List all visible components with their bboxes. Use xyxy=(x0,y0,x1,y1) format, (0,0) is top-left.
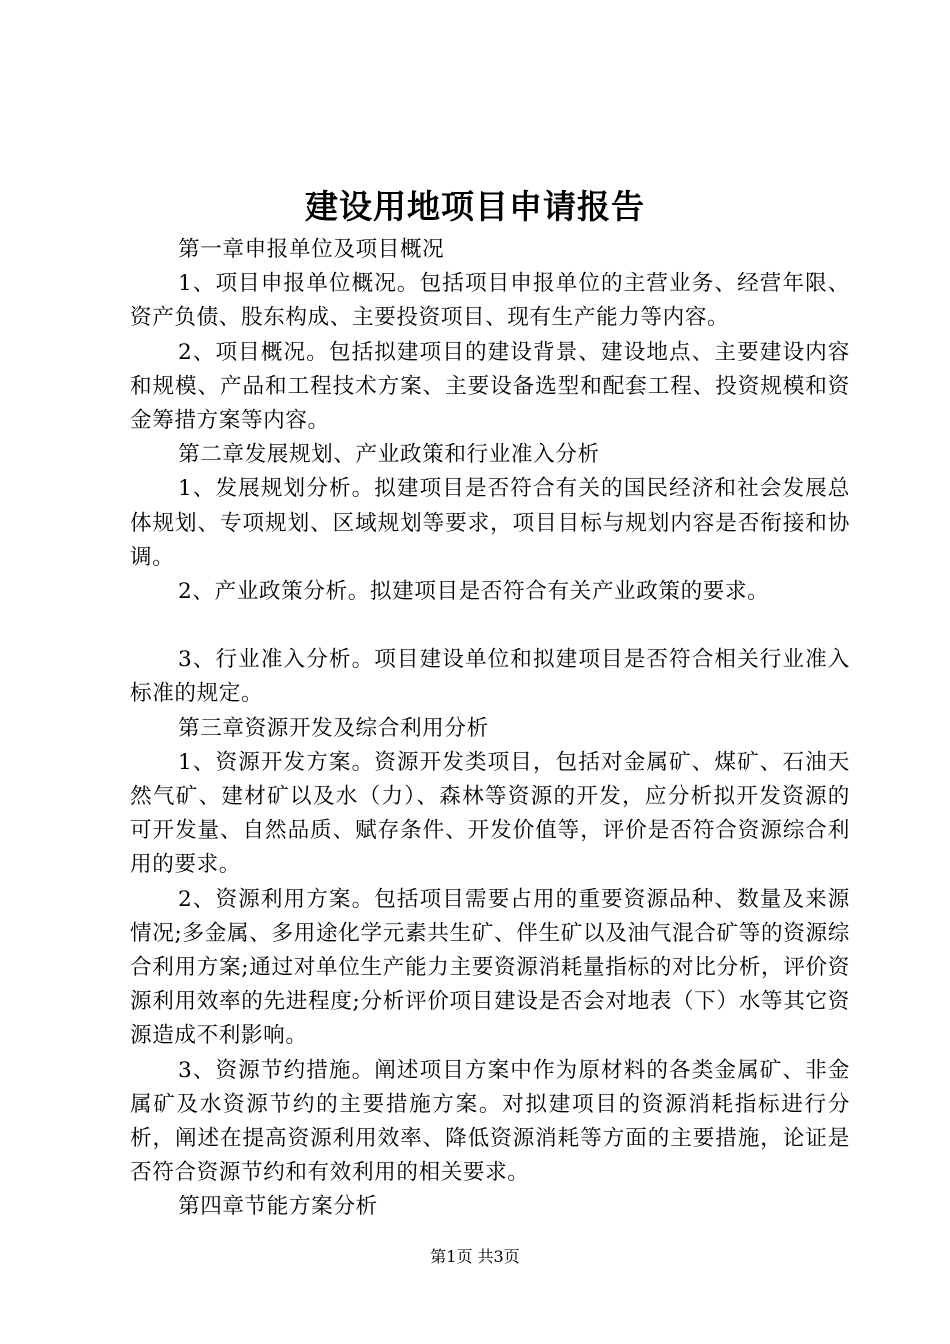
paragraph: 3、资源节约措施。阐述项目方案中作为原材料的各类金属矿、非金属矿及水资源节约的主要措施方案。对拟建项目的资源消耗指标进行分析，阐述在提高资源利用效率、降低资源消耗等方面的主要措施，论证是否符合资源节约和有效利用的相关要求。 xyxy=(130,1057,850,1186)
chapter-heading: 第二章发展规划、产业政策和行业准入分析 xyxy=(178,442,600,468)
paragraph: 1、发展规划分析。拟建项目是否符合有关的国民经济和社会发展总体规划、专项规划、区域规划等要求，项目目标与规划内容是否衔接和协调。 xyxy=(130,476,850,570)
chapter-heading: 第一章申报单位及项目概况 xyxy=(178,237,445,262)
document-body xyxy=(130,233,850,1225)
paragraph: 2、资源利用方案。包括项目需要占用的重要资源品种、数量及来源情况;多金属、多用途化学元素共生矿、伴生矿以及油气混合矿等的资源综合利用方案;通过对单位生产能力主要资源消耗量指标的对比分析，评价资源利用效率的先进程度;分析评价项目建设是否会对地表（下）水等其它资源造成不利影响。 xyxy=(130,886,850,1049)
paragraph: 3、行业准入分析。项目建设单位和拟建项目是否符合相关行业准入标准的规定。 xyxy=(130,647,850,707)
paragraph: 2、项目概况。包括拟建项目的建设背景、建设地点、主要建设内容和规模、产品和工程技术方案、主要设备选型和配套工程、投资规模和资金筹措方案等内容。 xyxy=(130,339,850,434)
paragraph: 2、产业政策分析。拟建项目是否符合有关产业政策的要求。 xyxy=(178,579,770,605)
chapter-heading: 第三章资源开发及综合利用分析 xyxy=(178,715,489,741)
document-title: 建设用地项目申请报告 xyxy=(305,187,645,226)
page-footer: 第1页 共3页 xyxy=(430,1247,520,1266)
chapter-heading: 第四章节能方案分析 xyxy=(178,1194,378,1220)
paragraph: 1、项目申报单位概况。包括项目申报单位的主营业务、经营年限、资产负债、股东构成、主要投资项目、现有生产能力等内容。 xyxy=(130,271,850,331)
paragraph: 1、资源开发方案。资源开发类项目，包括对金属矿、煤矿、石油天然气矿、建材矿以及水（力）、森林等资源的开发，应分析拟开发资源的可开发量、自然品质、赋存条件、开发价值等，评价是否符合资源综合利用的要求。 xyxy=(130,749,850,878)
